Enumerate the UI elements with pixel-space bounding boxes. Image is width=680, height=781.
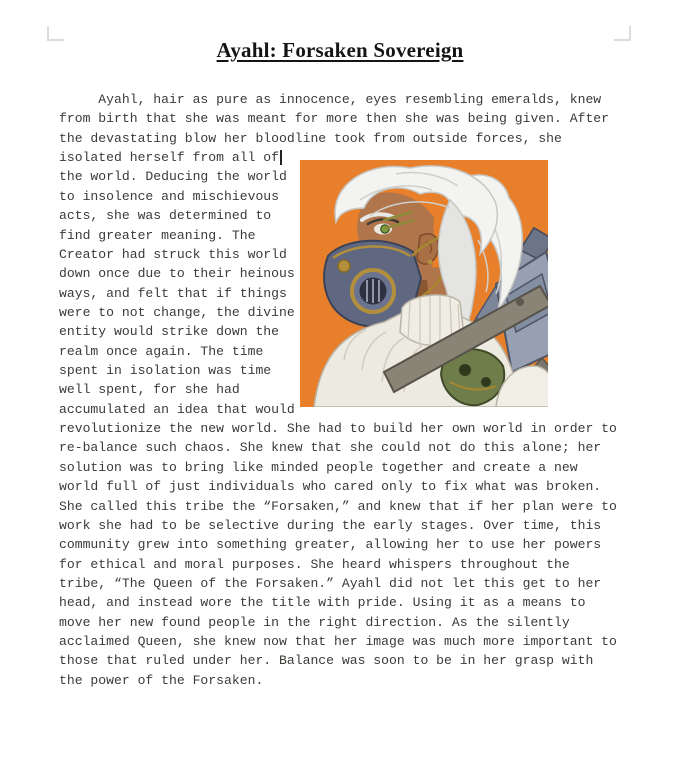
character-illustration[interactable] <box>300 160 548 407</box>
text-line[interactable]: ways, and felt that if things <box>59 285 287 301</box>
text-line[interactable]: for ethical and moral purposes. She heard whispers throughout the <box>59 556 570 572</box>
text-line[interactable]: those that ruled under her. Balance was soon to be in her grasp with <box>59 653 594 669</box>
text-line[interactable]: from birth that she was meant for more then she was being given. After <box>59 111 610 127</box>
text-line[interactable]: Ayahl, hair as pure as innocence, eyes resembling emeralds, knew <box>59 92 602 107</box>
text-line[interactable]: head, and instead wore the title with pride. Using it as a means to <box>59 595 586 611</box>
text-line[interactable]: move her new found people in the right direction. As the silently <box>59 614 570 630</box>
eye <box>381 225 389 233</box>
text-line[interactable]: entity would strike down the <box>59 324 280 340</box>
text-line[interactable]: solution was to bring like minded people together and create a new <box>59 459 578 475</box>
text-line[interactable]: the devastating blow her bloodline took from outside forces, she <box>59 130 562 146</box>
text-line[interactable]: accumulated an idea that would <box>59 401 295 417</box>
text-line[interactable]: She called this tribe the “Forsaken,” and knew that if her plan were to <box>59 498 617 514</box>
text-cursor <box>280 150 282 165</box>
text-line[interactable]: were to not change, the divine <box>59 304 295 320</box>
text-line[interactable]: to insolence and mischievous <box>59 188 280 204</box>
text-line[interactable]: realm once again. The time <box>59 343 264 359</box>
text-line[interactable]: the world. Deducing the world <box>59 169 287 185</box>
text-line[interactable]: work she had to be selective during the early stages. Over time, this <box>59 517 602 533</box>
text-line[interactable]: the power of the Forsaken. <box>59 672 264 688</box>
text-line[interactable]: find greater meaning. The <box>59 227 256 243</box>
text-line[interactable]: community grew into something greater, allowing her to use her powers <box>59 537 602 553</box>
text-line[interactable]: down once due to their heinous <box>59 266 295 282</box>
text-line[interactable]: well spent, for she had <box>59 382 240 398</box>
text-line[interactable]: revolutionize the new world. She had to build her own world in order to <box>59 421 617 437</box>
text-line[interactable]: isolated herself from all of <box>59 150 280 166</box>
document-title[interactable]: Ayahl: Forsaken Sovereign <box>216 38 464 62</box>
text-line[interactable]: acts, she was determined to <box>59 208 272 224</box>
text-line[interactable]: Creator had struck this world <box>59 246 287 262</box>
text-line[interactable]: tribe, “The Queen of the Forsaken.” Ayahl did not let this get to her <box>59 575 602 591</box>
text-line[interactable]: re-balance such chaos. She knew that she could not do this alone; her <box>59 440 602 456</box>
text-line[interactable]: acclaimed Queen, she knew now that her image was much more important to <box>59 634 617 650</box>
text-line[interactable]: world full of just individuals who cared only to fix what was broken. <box>59 479 602 495</box>
text-line[interactable]: spent in isolation was time <box>59 363 272 379</box>
